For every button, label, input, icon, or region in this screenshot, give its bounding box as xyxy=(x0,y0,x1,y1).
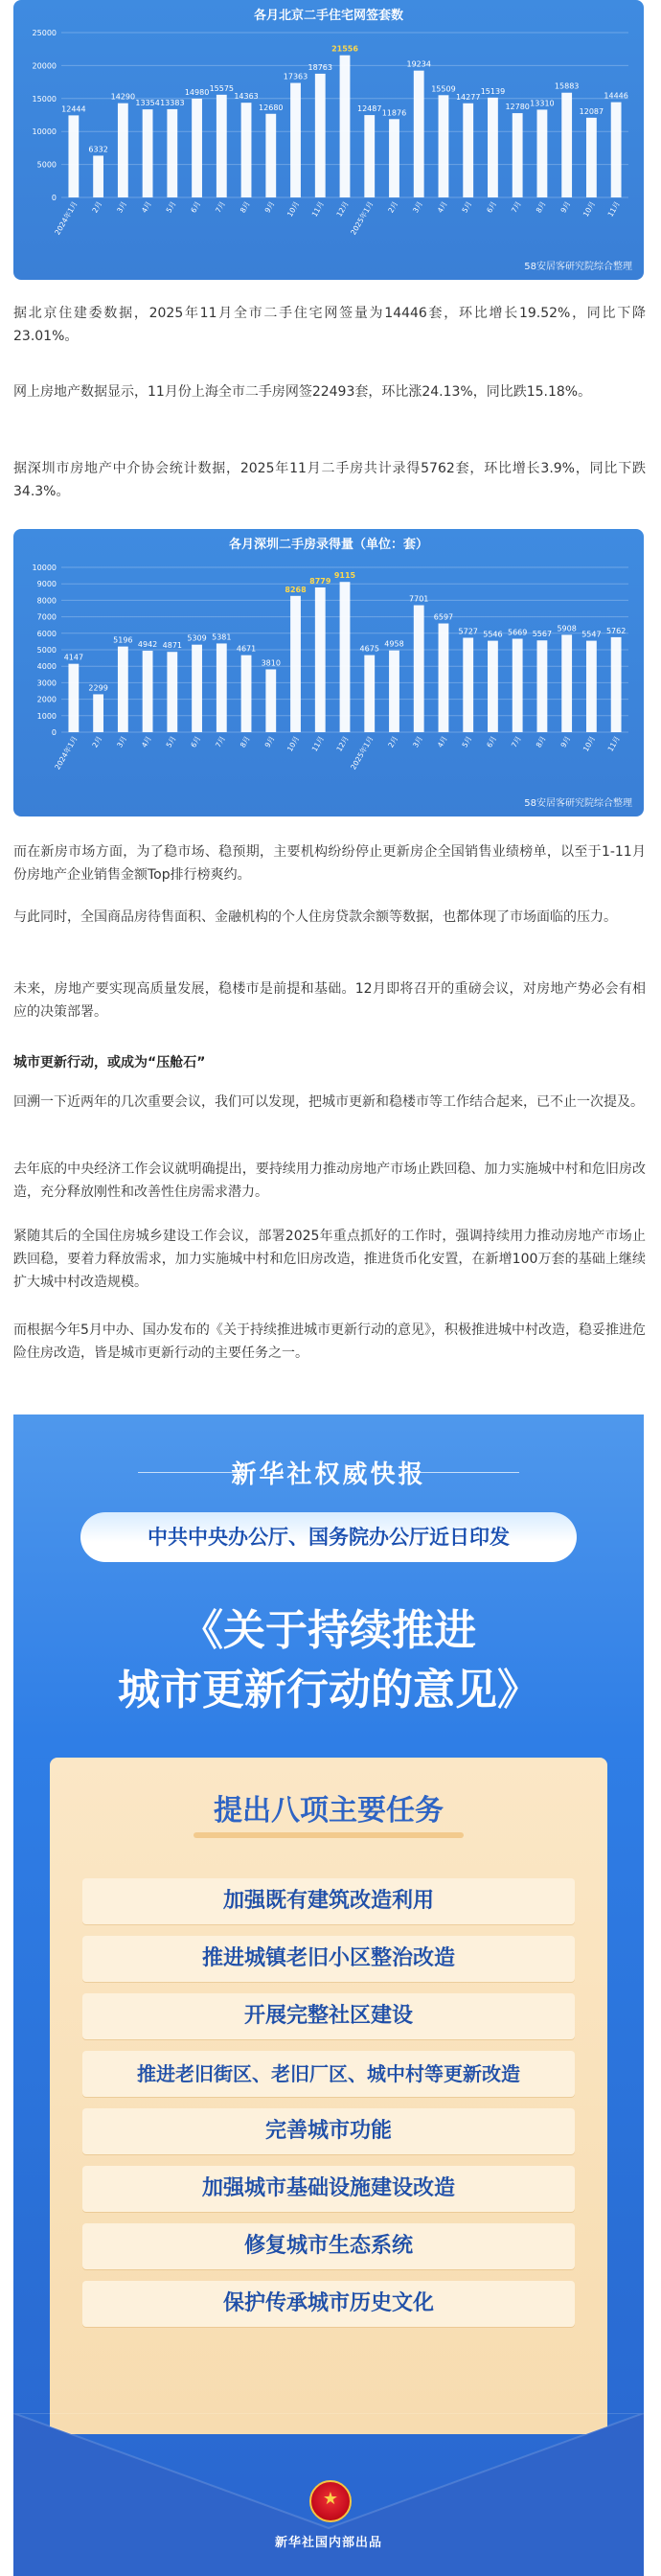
x-tick-label: 10月 xyxy=(581,199,598,218)
data-label: 14277 xyxy=(455,92,481,102)
data-label: 13354 xyxy=(135,99,160,108)
x-tick-label: 5月 xyxy=(460,734,474,749)
y-tick-label: 6000 xyxy=(36,629,57,638)
tasks-title: 提出八项主要任务 xyxy=(214,1794,444,1828)
paragraph: 与此同时，全国商品房待售面积、金融机构的个人住房贷款余额等数据，也都体现了市场面临的压力。 xyxy=(13,909,617,925)
bar xyxy=(68,664,79,732)
x-tick-label: 2024年1月 xyxy=(53,199,80,237)
data-label: 15509 xyxy=(431,84,456,94)
paragraph: 紧随其后的全国住房城乡建设工作会议，部署2025年重点抓好的工作时，强调持续用力推动房地产市场止跌回稳，要着力释放需求，加力实施城中村和危旧房改造，推进货币化安置，在新增100万套的基础上继续扩大城中村改造规模。 xyxy=(13,1229,646,1290)
bar xyxy=(513,113,523,197)
x-tick-label: 11月 xyxy=(605,199,622,218)
data-label: 14290 xyxy=(110,92,136,102)
data-label: 11876 xyxy=(381,108,407,118)
paragraph: 未来，房地产要实现高质量发展，稳楼市是前提和基础。12月即将召开的重磅会议，对房地产势必会有相应的决策部署。 xyxy=(13,981,646,1020)
data-label: 9115 xyxy=(333,571,356,581)
x-tick-label: 6月 xyxy=(189,199,203,215)
bar xyxy=(290,596,301,732)
bar xyxy=(537,109,548,197)
data-label: 4871 xyxy=(162,641,183,651)
y-tick-label: 20000 xyxy=(32,61,57,71)
bar xyxy=(513,638,523,732)
bar xyxy=(537,640,548,732)
x-tick-label: 8月 xyxy=(534,199,548,215)
y-tick-label: 3000 xyxy=(36,678,57,688)
y-tick-label: 25000 xyxy=(32,29,57,37)
y-tick-label: 0 xyxy=(51,728,57,737)
data-label: 14446 xyxy=(604,91,628,101)
task-item: 推进老旧街区、老旧厂区、城中村等更新改造 xyxy=(82,2051,575,2097)
data-label: 12444 xyxy=(61,104,86,114)
x-tick-label: 4月 xyxy=(139,734,153,749)
y-tick-label: 0 xyxy=(51,194,57,202)
x-tick-label: 9月 xyxy=(558,199,573,215)
beijing-chart-svg xyxy=(13,0,644,280)
chart-source: 58安居客研究院综合整理 xyxy=(524,798,632,809)
xinhua-poster xyxy=(13,1414,644,2576)
beijing-chart xyxy=(13,0,644,280)
paragraph: 据深圳市房地产中介协会统计数据，2025年11月二手房共计录得5762套，环比增长3.9%，同比下跌34.3%。 xyxy=(13,461,646,499)
x-tick-label: 4月 xyxy=(139,199,153,215)
data-label: 4147 xyxy=(63,653,84,662)
x-tick-label: 7月 xyxy=(509,199,523,215)
bar xyxy=(586,118,597,197)
x-tick-label: 3月 xyxy=(115,734,129,749)
data-label: 15883 xyxy=(554,81,580,91)
x-tick-label: 5月 xyxy=(460,199,474,215)
x-tick-label: 6月 xyxy=(189,734,203,749)
x-tick-label: 3月 xyxy=(411,734,424,749)
bar xyxy=(340,582,351,732)
section-heading: 城市更新行动，或成为“压舱石” xyxy=(13,1055,206,1070)
bar xyxy=(118,647,128,732)
task-item: 加强城市基础设施建设改造 xyxy=(82,2166,575,2212)
data-label: 3810 xyxy=(261,658,281,668)
data-label: 5546 xyxy=(483,630,503,639)
task-item: 加强既有建筑改造利用 xyxy=(82,1878,575,1924)
bar xyxy=(217,643,227,732)
paragraph: 网上房地产数据显示，11月份上海全市二手房网签22493套，环比涨24.13%，同比跌15.18%。 xyxy=(13,384,592,400)
bar xyxy=(463,637,473,732)
data-label: 5762 xyxy=(605,626,627,635)
x-tick-label: 3月 xyxy=(115,199,129,215)
x-tick-label: 10月 xyxy=(581,734,598,753)
x-tick-label: 6月 xyxy=(485,734,499,749)
poster-top-label: 新华社权威快报 xyxy=(231,1460,426,1489)
x-tick-label: 2025年1月 xyxy=(349,199,376,237)
data-label: 2299 xyxy=(88,683,108,693)
bar xyxy=(561,634,572,732)
x-tick-label: 10月 xyxy=(285,734,302,753)
bar xyxy=(265,114,276,197)
bar xyxy=(217,95,227,197)
x-tick-label: 8月 xyxy=(238,199,252,215)
paragraph: 而根据今年5月中办、国办发布的《关于持续推进城市更新行动的意见》，积极推进城中村改造，稳妥推进危险住房改造，皆是城市更新行动的主要任务之一。 xyxy=(13,1322,646,1361)
bar xyxy=(439,624,449,732)
x-tick-label: 12月 xyxy=(334,199,351,218)
x-tick-label: 2024年1月 xyxy=(53,734,80,771)
bar xyxy=(143,109,153,197)
x-tick-label: 9月 xyxy=(262,199,277,215)
data-label: 5196 xyxy=(113,635,133,645)
bar xyxy=(488,641,498,732)
x-tick-label: 4月 xyxy=(435,734,449,749)
bar xyxy=(192,99,202,197)
poster-footer: 新华社国内部出品 xyxy=(274,2536,382,2550)
x-tick-label: 9月 xyxy=(558,734,573,749)
y-tick-label: 5000 xyxy=(36,160,57,170)
bar xyxy=(143,651,153,732)
y-tick-label: 4000 xyxy=(36,662,57,672)
bar xyxy=(586,641,597,732)
bar xyxy=(488,98,498,197)
bar xyxy=(389,651,399,732)
bar xyxy=(340,56,351,197)
data-label: 17363 xyxy=(283,72,308,81)
bar xyxy=(118,104,128,197)
y-tick-label: 10000 xyxy=(32,127,57,137)
data-label: 5381 xyxy=(212,632,232,642)
y-tick-label: 15000 xyxy=(32,94,57,104)
data-label: 7701 xyxy=(409,594,429,604)
y-tick-label: 7000 xyxy=(36,612,57,622)
bar xyxy=(389,119,399,197)
data-label: 5908 xyxy=(557,624,577,633)
x-tick-label: 7月 xyxy=(214,199,228,215)
bar xyxy=(439,95,449,197)
x-tick-label: 4月 xyxy=(435,199,449,215)
bar xyxy=(290,83,301,197)
data-label: 5567 xyxy=(532,630,553,639)
data-label: 6597 xyxy=(433,612,454,622)
data-label: 5669 xyxy=(507,628,528,637)
data-label: 14363 xyxy=(234,92,259,102)
x-tick-label: 8月 xyxy=(238,734,252,749)
bar xyxy=(265,669,276,732)
bar xyxy=(364,115,375,197)
bar xyxy=(561,93,572,197)
data-label: 14980 xyxy=(184,87,210,97)
shenzhen-chart-svg xyxy=(13,529,644,816)
bar xyxy=(68,115,79,197)
data-label: 21556 xyxy=(331,44,358,54)
data-label: 12487 xyxy=(357,104,382,114)
x-tick-label: 7月 xyxy=(214,734,228,749)
bar xyxy=(414,606,424,732)
chart-source: 58安居客研究院综合整理 xyxy=(524,262,632,272)
data-label: 19234 xyxy=(406,59,431,69)
x-tick-label: 6月 xyxy=(485,199,499,215)
x-tick-label: 7月 xyxy=(509,734,523,749)
x-tick-label: 3月 xyxy=(411,199,424,215)
x-tick-label: 2月 xyxy=(386,734,400,749)
paragraph: 回溯一下近两年的几次重要会议，我们可以发现，把城市更新和稳楼市等工作结合起来，已不止一次提及。 xyxy=(13,1094,644,1110)
data-label: 4671 xyxy=(236,644,257,654)
y-tick-label: 10000 xyxy=(32,564,57,572)
chart-title: 各月深圳二手房录得量（单位：套） xyxy=(228,538,429,552)
x-tick-label: 2月 xyxy=(90,199,104,215)
issuer-banner: 中共中央办公厅、国务院办公厅近日印发 xyxy=(80,1512,577,1562)
data-label: 4675 xyxy=(359,644,379,654)
data-label: 13383 xyxy=(160,98,185,107)
bar xyxy=(241,103,252,197)
x-tick-label: 11月 xyxy=(309,199,326,218)
x-tick-label: 2025年1月 xyxy=(349,734,376,771)
bar xyxy=(611,637,622,732)
y-tick-label: 2000 xyxy=(36,695,57,704)
bar xyxy=(93,155,103,197)
paragraph: 据北京住建委数据，2025年11月全市二手住宅网签量为14446套，环比增长19.52%，同比下降23.01%。 xyxy=(13,306,646,344)
data-label: 12780 xyxy=(505,103,530,112)
bar xyxy=(463,104,473,197)
chart-title: 各月北京二手住宅网签套数 xyxy=(253,9,404,23)
paragraph: 去年底的中央经济工作会议就明确提出，要持续用力推动房地产市场止跌回稳、加力实施城中村和危旧房改造，充分释放刚性和改善性住房需求潜力。 xyxy=(13,1162,646,1200)
x-tick-label: 8月 xyxy=(534,734,548,749)
data-label: 6332 xyxy=(88,145,108,154)
bar xyxy=(364,656,375,732)
data-label: 15575 xyxy=(209,83,235,93)
tasks-panel xyxy=(50,1758,607,2434)
xinhua-emblem-icon: ★ xyxy=(309,2480,352,2522)
task-item: 完善城市功能 xyxy=(82,2108,575,2154)
task-item: 开展完整社区建设 xyxy=(82,1993,575,2039)
data-label: 4958 xyxy=(384,639,404,649)
bar xyxy=(93,694,103,732)
data-label: 4942 xyxy=(137,639,158,649)
task-item: 保护传承城市历史文化 xyxy=(82,2281,575,2327)
shenzhen-chart xyxy=(13,529,644,816)
data-label: 12087 xyxy=(579,106,604,116)
y-tick-label: 9000 xyxy=(36,580,57,589)
paragraph: 而在新房市场方面，为了稳市场、稳预期，主要机构纷纷停止更新房企全国销售业绩榜单，以至于1-11月份房地产企业销售金额Top排行榜爽约。 xyxy=(13,844,646,883)
data-label: 5727 xyxy=(458,627,478,636)
bar xyxy=(315,74,326,197)
bar xyxy=(315,587,326,732)
title-underline xyxy=(194,1832,464,1838)
data-label: 13310 xyxy=(530,99,555,108)
bar xyxy=(167,109,177,197)
data-label: 8268 xyxy=(285,585,307,594)
x-tick-label: 9月 xyxy=(262,734,277,749)
task-item: 修复城市生态系统 xyxy=(82,2223,575,2269)
bar xyxy=(611,103,622,197)
data-label: 12680 xyxy=(259,103,284,112)
y-tick-label: 5000 xyxy=(36,646,57,655)
bar xyxy=(414,71,424,197)
y-tick-label: 8000 xyxy=(36,596,57,606)
x-tick-label: 2月 xyxy=(386,199,400,215)
bar xyxy=(192,645,202,732)
data-label: 18763 xyxy=(308,62,332,72)
document-title-line1: 《关于持续推进 xyxy=(181,1606,476,1655)
x-tick-label: 12月 xyxy=(334,734,351,753)
x-tick-label: 11月 xyxy=(605,734,622,753)
x-tick-label: 5月 xyxy=(164,199,178,215)
bar xyxy=(241,656,252,732)
bar xyxy=(167,652,177,732)
data-label: 5547 xyxy=(581,630,602,639)
data-label: 15139 xyxy=(480,86,506,96)
y-tick-label: 1000 xyxy=(36,711,57,721)
x-tick-label: 10月 xyxy=(285,199,302,218)
document-title-line2: 城市更新行动的意见》 xyxy=(118,1666,539,1714)
x-tick-label: 2月 xyxy=(90,734,104,749)
x-tick-label: 5月 xyxy=(164,734,178,749)
x-tick-label: 11月 xyxy=(309,734,326,753)
data-label: 5309 xyxy=(187,633,207,643)
task-item: 推进城镇老旧小区整治改造 xyxy=(82,1936,575,1982)
data-label: 8779 xyxy=(309,577,331,586)
